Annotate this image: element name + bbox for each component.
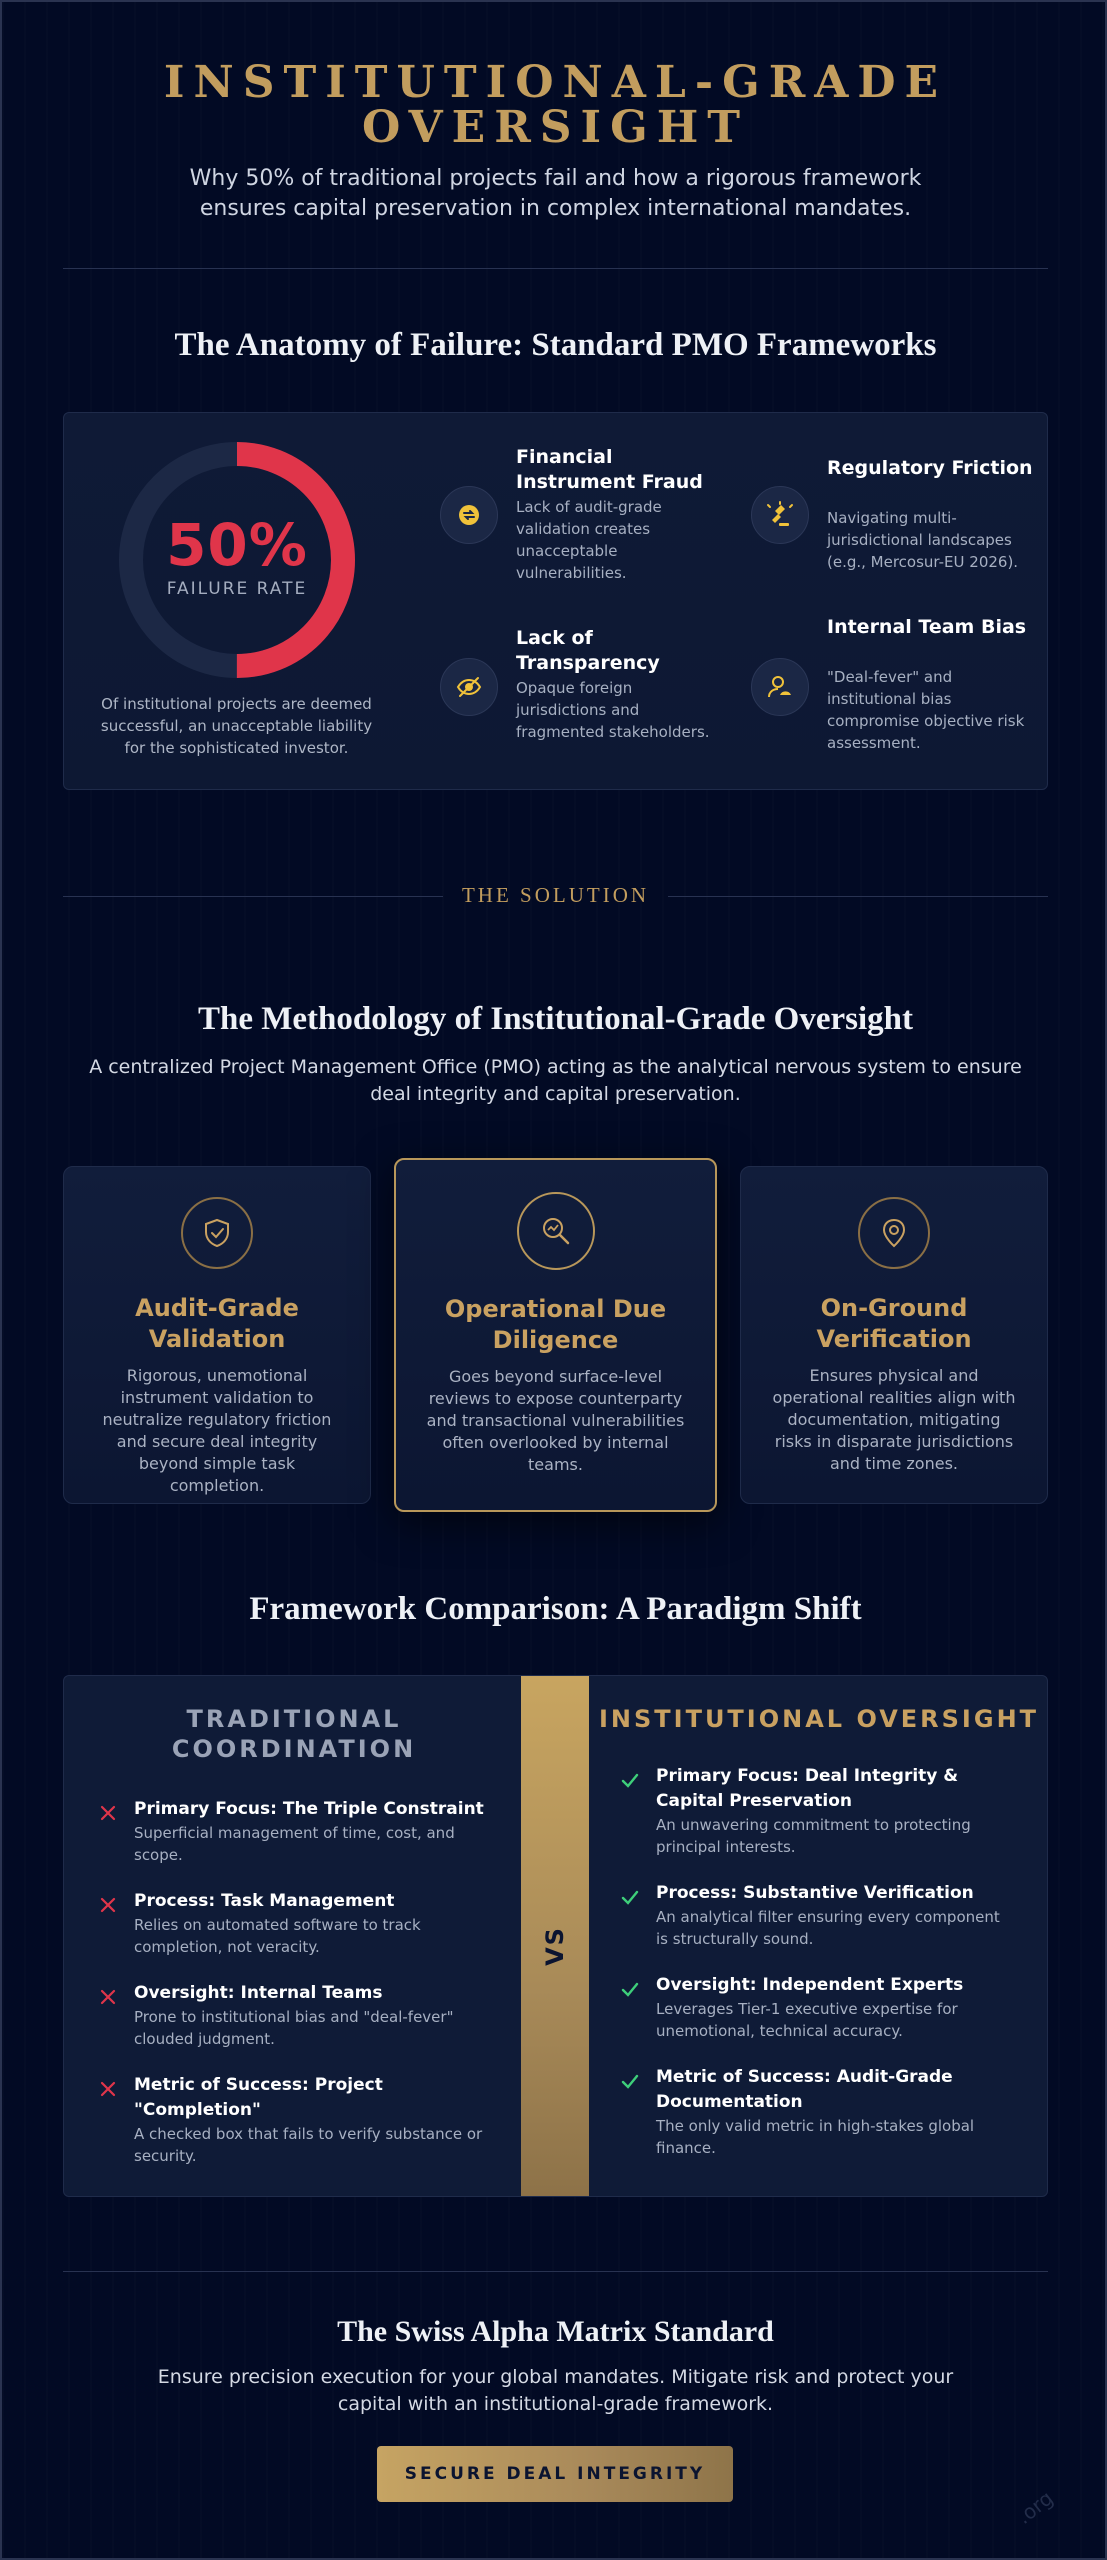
traditional-heading bbox=[94, 1704, 494, 1764]
cross-icon bbox=[98, 1895, 118, 1915]
gavel-icon bbox=[751, 486, 809, 544]
divider bbox=[63, 268, 1048, 269]
risk-title: Regulatory Friction bbox=[827, 457, 1033, 479]
failure-section-title: The Anatomy of Failure: Standard PMO Frameworks bbox=[174, 327, 937, 363]
risk-desc: "Deal-fever" and institutional bias compromise objective risk assessment. bbox=[827, 668, 1025, 752]
failure-caption: Of institutional projects are deemed successful, an unacceptable liability for the sophisticated investor. bbox=[100, 695, 373, 757]
comparison-section-title: Framework Comparison: A Paradigm Shift bbox=[249, 1591, 862, 1627]
risk-item-bias bbox=[751, 615, 1051, 755]
failure-panel bbox=[63, 412, 1048, 790]
failure-rate-label: FAILURE RATE bbox=[166, 579, 308, 599]
row-title: Oversight: Internal Teams bbox=[134, 1983, 383, 2003]
row-desc: Superficial management of time, cost, and scope. bbox=[134, 1824, 455, 1864]
institutional-row bbox=[620, 1881, 1010, 1951]
card-desc: Rigorous, unemotional instrument validation to neutralize regulatory friction and secure deal integrity beyond simple task completion. bbox=[102, 1366, 332, 1495]
card-audit-validation bbox=[63, 1166, 371, 1504]
institutional-row bbox=[620, 1973, 1010, 2043]
risk-item-fraud bbox=[440, 445, 740, 585]
page-title bbox=[2, 57, 1107, 153]
card-desc: Goes beyond surface-level reviews to expose counterparty and transactional vulnerabilities often overlooked by internal teams. bbox=[426, 1367, 685, 1474]
cross-icon bbox=[98, 1803, 118, 1823]
row-title: Metric of Success: Audit-Grade Documentation bbox=[656, 2067, 953, 2112]
cross-icon bbox=[98, 2079, 118, 2099]
traditional-heading-line2: COORDINATION bbox=[171, 1735, 417, 1763]
traditional-row bbox=[98, 1981, 488, 2051]
methodology-section-title: The Methodology of Institutional-Grade Oversight bbox=[198, 1001, 913, 1037]
footer-title: The Swiss Alpha Matrix Standard bbox=[337, 2315, 774, 2348]
risk-desc: Lack of audit-grade validation creates unacceptable vulnerabilities. bbox=[516, 498, 662, 582]
row-desc: An unwavering commitment to protecting principal interests. bbox=[656, 1816, 971, 1856]
page-subtitle: Why 50% of traditional projects fail and how a rigorous framework ensures capital preservation in complex international mandates. bbox=[189, 166, 922, 221]
row-title: Primary Focus: The Triple Constraint bbox=[134, 1799, 484, 1819]
card-operational-due-diligence bbox=[394, 1158, 717, 1512]
row-desc: An analytical filter ensuring every component is structurally sound. bbox=[656, 1908, 1000, 1948]
row-title: Process: Task Management bbox=[134, 1891, 395, 1911]
risk-item-regulatory bbox=[751, 456, 1051, 576]
row-desc: Prone to institutional bias and "deal-fever" clouded judgment. bbox=[134, 2008, 454, 2048]
risk-title: Financial Instrument Fraud bbox=[516, 446, 703, 493]
card-title: Audit-Grade Validation bbox=[135, 1294, 299, 1353]
check-icon bbox=[620, 1770, 640, 1790]
shield-check-icon bbox=[181, 1197, 253, 1269]
traditional-row bbox=[98, 1889, 488, 1959]
row-desc: The only valid metric in high-stakes global finance. bbox=[656, 2117, 975, 2157]
institutional-row bbox=[620, 2065, 1010, 2165]
check-icon bbox=[620, 1979, 640, 1999]
traditional-heading-line1: TRADITIONAL bbox=[186, 1705, 402, 1733]
check-icon bbox=[620, 2071, 640, 2091]
comparison-table bbox=[63, 1675, 1048, 2197]
footer-subtitle: Ensure precision execution for your global mandates. Mitigate risk and protect your capital with an institutional-grade framework. bbox=[157, 2366, 954, 2415]
methodology-subtitle: A centralized Project Management Office (PMO) acting as the analytical nervous system to ensure deal integrity and capital preservation. bbox=[89, 1056, 1022, 1105]
card-title: On-Ground Verification bbox=[816, 1294, 972, 1353]
check-icon bbox=[620, 1887, 640, 1907]
failure-rate-value: 50% bbox=[166, 511, 308, 579]
cross-icon bbox=[98, 1987, 118, 2007]
traditional-row bbox=[98, 1797, 488, 1867]
row-desc: A checked box that fails to verify substance or security. bbox=[134, 2125, 483, 2165]
risk-desc: Opaque foreign jurisdictions and fragmented stakeholders. bbox=[516, 679, 710, 741]
row-desc: Relies on automated software to track completion, not veracity. bbox=[134, 1916, 421, 1956]
row-title: Metric of Success: Project "Completion" bbox=[134, 2075, 383, 2120]
solution-label: THE SOLUTION bbox=[461, 883, 650, 907]
user-bias-icon bbox=[751, 658, 809, 716]
watermark: .org bbox=[1012, 2485, 1058, 2529]
institutional-row bbox=[620, 1764, 1010, 1864]
traditional-row bbox=[98, 2073, 488, 2173]
card-title: Operational Due Diligence bbox=[444, 1295, 667, 1354]
page-title-line1: INSTITUTIONAL-GRADE bbox=[163, 57, 948, 108]
risk-title: Internal Team Bias bbox=[827, 616, 1027, 638]
divider bbox=[63, 2271, 1048, 2272]
row-title: Process: Substantive Verification bbox=[656, 1883, 974, 1903]
risk-item-transparency bbox=[440, 626, 740, 746]
row-title: Primary Focus: Deal Integrity & Capital Preservation bbox=[656, 1766, 959, 1811]
risk-title: Lack of Transparency bbox=[516, 627, 660, 674]
risk-desc: Navigating multi-jurisdictional landscapes (e.g., Mercosur-EU 2026). bbox=[827, 509, 1019, 571]
location-pin-icon bbox=[858, 1197, 930, 1269]
eye-slash-icon bbox=[440, 658, 498, 716]
magnifier-chart-icon bbox=[517, 1192, 595, 1270]
institutional-heading: INSTITUTIONAL OVERSIGHT bbox=[598, 1705, 1040, 1733]
row-title: Oversight: Independent Experts bbox=[656, 1975, 964, 1995]
coin-warning-icon bbox=[440, 486, 498, 544]
card-on-ground-verification bbox=[740, 1166, 1048, 1504]
secure-deal-integrity-button[interactable]: SECURE DEAL INTEGRITY bbox=[377, 2446, 733, 2502]
card-desc: Ensures physical and operational realities align with documentation, mitigating risks in disparate jurisdictions and time zones. bbox=[772, 1366, 1016, 1473]
vs-label bbox=[521, 1916, 589, 1976]
vs-text: VS bbox=[540, 1926, 569, 1966]
row-desc: Leverages Tier-1 executive expertise for unemotional, technical accuracy. bbox=[656, 2000, 958, 2040]
page-title-line2: OVERSIGHT bbox=[361, 102, 750, 153]
